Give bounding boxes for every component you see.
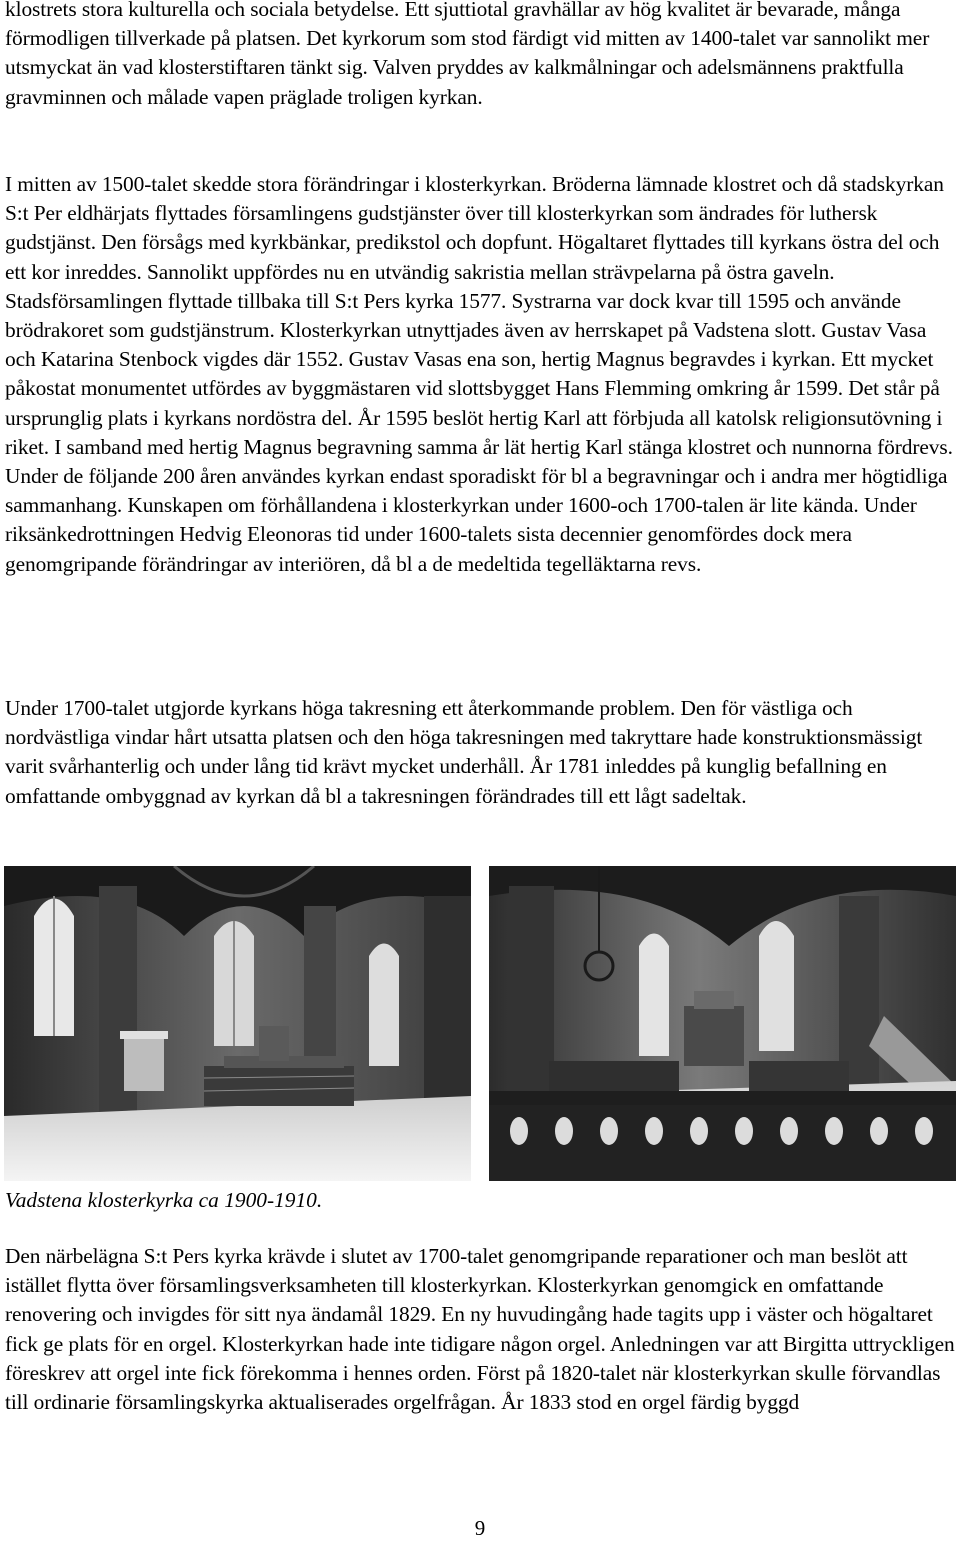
page-number: 9 xyxy=(474,1516,486,1540)
paragraph-3: Under 1700-talet utgjorde kyrkans höga takresning ett återkommande problem. Den för västliga och nordvästliga vindar hårt utsatta platsen och den höga takresningen med takryttare hade konstruktionsmässigt varit svårhanterlig och under lång tid krävt mycket underhåll. År 1781 inleddes på kunglig befallning en omfattande ombyggnad av kyrkan då bl a takresningen förändrades till ett lågt sadeltak. xyxy=(5,696,923,808)
paragraph-4: Den närbelägna S:t Pers kyrka krävde i slutet av 1700-talet genomgripande reparationer och man beslöt att istället flytta över församlingsverksamheten till klosterkyrkan. Klosterkyrkan genomgick en omfattande renovering och invigdes för sitt nya ändamål 1829. En ny huvudingång hade tagits upp i väster och högaltaret fick ge plats för en orgel. Klosterkyrkan hade inte tidigare någon orgel. Anledningen var att Birgitta uttryckligen föreskrev att orgel inte fick förekomma i hennes orden. Först på 1820-talet när klosterkyrkan skulle förvandlas till ordinarie församlingskyrka aktualiserades orgelfrågan. År 1833 stod en orgel färdig byggd xyxy=(5,1244,955,1415)
paragraph-1: klostrets stora kulturella och sociala betydelse. Ett sjuttiotal gravhällar av hög kvalitet är bevarade, många förmodligen tillverkade på platsen. Det kyrkorum som stod färdigt vid mitten av 1400-talet var sannolikt mer utsmyckat än vad klosterstiftaren tänkt sig. Valven pryddes av kalkmålningar och adelsmännens praktfulla gravminnen och målade vapen präglade troligen kyrkan. xyxy=(5,0,930,109)
church-interior-photo-left xyxy=(4,866,471,1181)
paragraph-2: I mitten av 1500-talet skedde stora förändringar i klosterkyrkan. Bröderna lämnade klostret och då stadskyrkan S:t Per eldhärjats flyttades församlingens gudstjänster över till klosterkyrkan som ändrades för luthersk gudstjänst. Den försågs med kyrkbänkar, predikstol och dopfunt. Högaltaret flyttades till kyrkans östra del och ett kor inreddes. Sannolikt uppfördes nu en utvändig sakristia mellan strävpelarna på östra gaveln. Stadsförsamlingen flyttade tillbaka till S:t Pers kyrka 1577. Systrarna var dock kvar till 1595 och använde brödrakoret som gudstjänstrum. Klosterkyrkan utnyttjades även av herrskapet på Vadstena slott. Gustav Vasa och Katarina Stenbock vigdes där 1552. Gustav Vasas ena son, hertig Magnus begravdes i kyrkan. Ett mycket påkostat monumentet utfördes av byggmästaren vid slottsbygget Hans Flemming omkring år 1599. Det står på ursprunglig plats i kyrkans nordöstra del. År 1595 beslöt hertig Karl att förbjuda all katolsk religionsutövning i riket. I samband med hertig Magnus begravning samma år lät hertig Karl stänga klostret och nunnorna fördrevs. Under de följande 200 åren användes kyrkan endast sporadiskt för bl a begravningar och i andra mer högtidliga sammanhang. Kunskapen om förhållandena i klosterkyrkan under 1600-och 1700-talen är lite kända. Under riksänkedrottningen Hedvig Eleonoras tid under 1600-talets sista decennier genomfördes dock mera genomgripande förändringar av interiören, då bl a de medeltida tegelläktarna revs. xyxy=(5,172,953,576)
figure-caption: Vadstena klosterkyrka ca 1900-1910. xyxy=(5,1188,323,1212)
church-interior-photo-right xyxy=(489,866,956,1181)
church-nave-illustration xyxy=(4,866,471,1181)
church-choir-illustration xyxy=(489,866,956,1181)
